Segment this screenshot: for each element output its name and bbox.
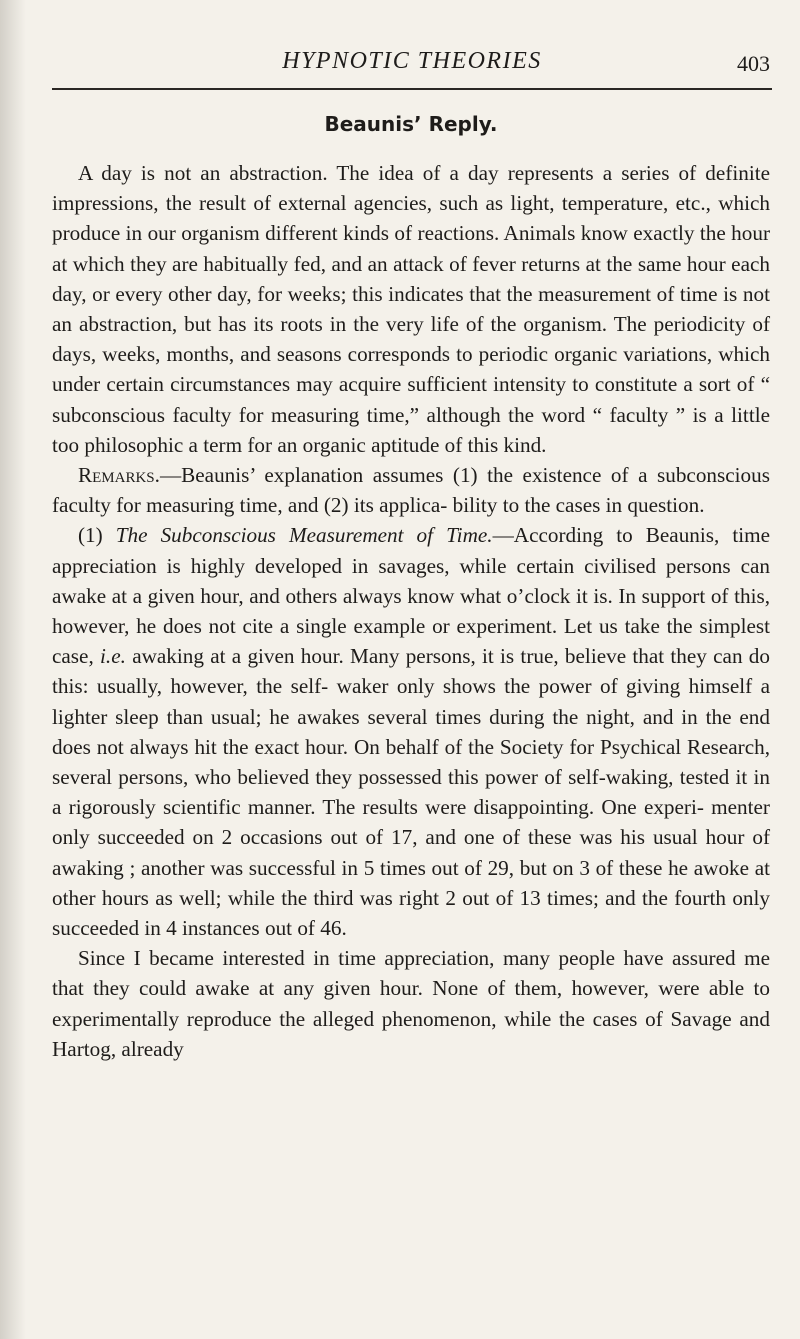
paragraph-remarks bbox=[52, 460, 770, 520]
paragraph-text: —According to Beaunis, time appreciation is highly developed in savages, while certain civilised persons can awake at a given hour, and others always know what o’clock it is. In support of this, however, he does not cite a single example or experiment. Let us take the simplest case, bbox=[52, 523, 771, 669]
section-heading: Beaunis’ Reply. bbox=[324, 112, 498, 136]
running-title: HYPNOTIC THEORIES bbox=[282, 48, 542, 74]
page-number: 403 bbox=[737, 51, 770, 76]
page-body bbox=[52, 112, 770, 1064]
header-rule bbox=[52, 88, 772, 90]
paragraph-text: awaking at a given hour. Many persons, it is true, believe that they can do this: usually, however, the self- waker only shows the power of giving himself a lighter sleep than usual; he awakes several times during the night, and in the end does not always hit the exact hour. On behalf of the Society for Psychical Research, several persons, who believed they possessed this power of self-waking, tested it in a rigorously scientific manner. The results were disappointing. One experi- menter only succeeded on 2 occasions out of 17, and one of these was his usual hour of awaking ; another was successful in 5 times out of 29, but on 3 of these he awoke at other hours as well; while the third was right 2 out of 13 times; and the fourth only succeeded in 4 instances out of 46. bbox=[52, 644, 770, 941]
paragraph-text: —Beaunis’ explanation assumes (1) the existence of a subconscious faculty for measuring time, and (2) its applica- bility to the cases in question. bbox=[52, 463, 770, 518]
item-number: (1) bbox=[78, 523, 103, 548]
binding-shadow bbox=[0, 0, 26, 1339]
paragraph-text: A day is not an abstraction. The idea of a day represents a series of definite impressions, the result of external agencies, such as light, temperature, etc., which produce in our organism different kinds of reactions. Animals know exactly the hour at which they are habitually fed, and an attack of fever returns at the same hour each day, or every other day, for weeks; this indicates that the measurement of time is not an abstraction, but has its roots in the very life of the organism. The periodicity of days, weeks, months, and seasons corresponds to periodic organic variations, which under certain circumstances may acquire sufficient intensity to constitute a sort of “ subconscious faculty for measuring time,” although the word “ faculty ” is a little too philosophic a term for an organic aptitude of this kind. bbox=[52, 161, 770, 457]
paragraph-subconscious-measurement bbox=[52, 520, 770, 943]
remarks-label: Remarks. bbox=[78, 463, 160, 488]
paragraph-beaunis-reply bbox=[52, 158, 770, 460]
subsection-title: The Subconscious Measurement of Time. bbox=[115, 523, 493, 548]
paragraph-text: Since I became interested in time appreciation, many people have assured me that they could awake at any given hour. None of them, however, were able to experimentally reproduce the alleged phenomenon, while the cases of Savage and Hartog, already bbox=[52, 946, 770, 1061]
paragraph-time-appreciation bbox=[52, 943, 770, 1064]
abbreviation-ie: i.e. bbox=[100, 644, 126, 669]
running-head bbox=[52, 46, 772, 86]
